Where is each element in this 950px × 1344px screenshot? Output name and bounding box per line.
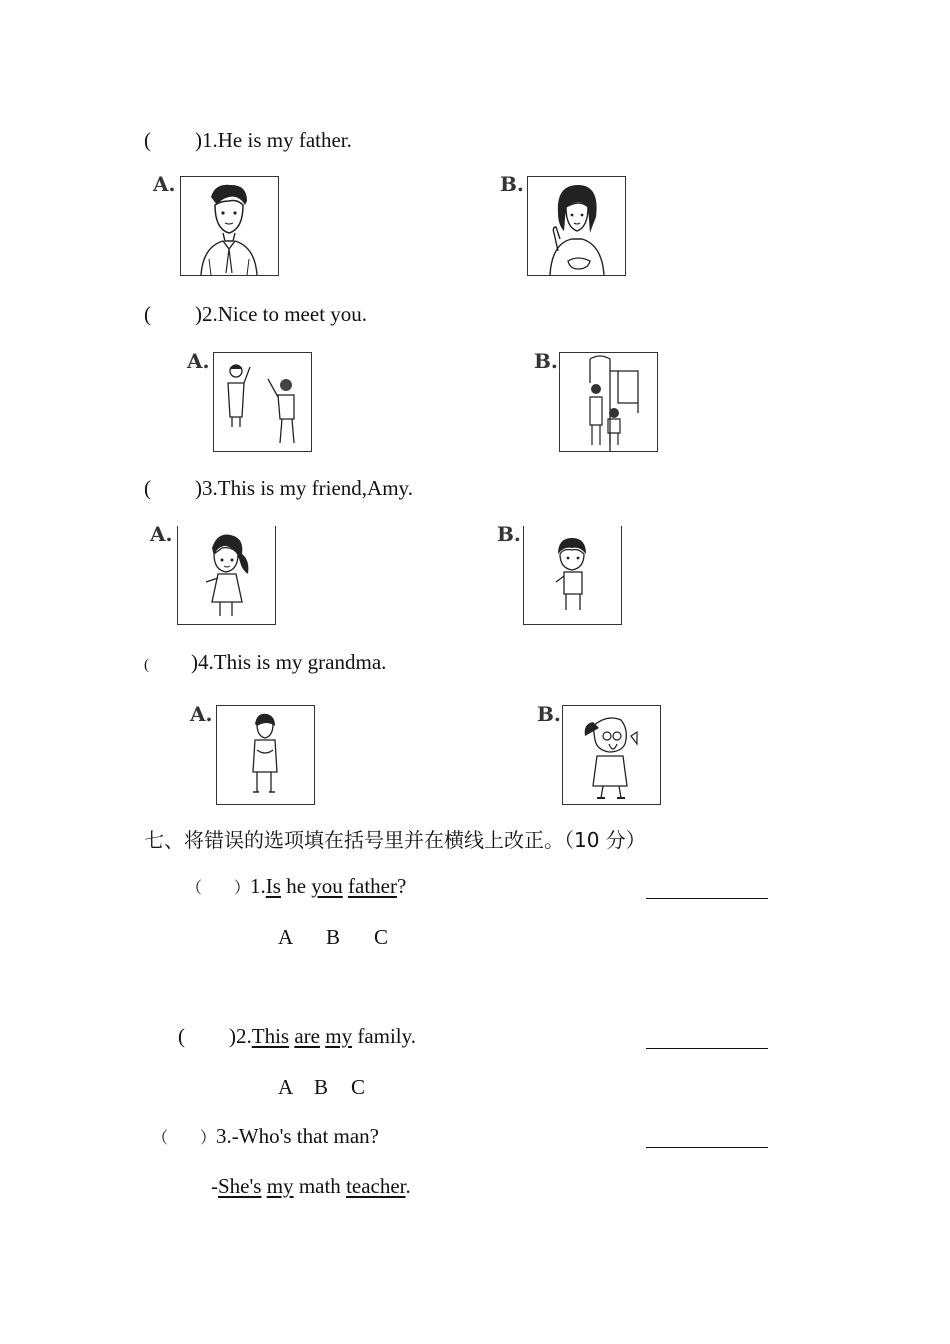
option-a-label: A. xyxy=(190,702,213,726)
option-c-word: my xyxy=(325,1024,353,1048)
option-a-label: A. xyxy=(150,522,173,546)
two-people-greeting-icon xyxy=(214,353,311,451)
option-b-label: B. xyxy=(537,702,561,726)
option-letter-c: C xyxy=(351,1075,366,1099)
error-question-2: ( )2.This are my family. xyxy=(178,1024,417,1048)
option-letter-a: A xyxy=(278,925,294,949)
old-man-with-glasses-icon xyxy=(563,706,660,804)
option-a-word: She's xyxy=(218,1174,262,1198)
question-4 xyxy=(144,650,386,675)
option-a-image xyxy=(213,352,312,452)
error-question-3 xyxy=(152,1124,379,1149)
question-text: )4.This is my grandma. xyxy=(191,650,387,674)
question-text: )1.He is my father. xyxy=(195,128,352,152)
question-text: )3.This is my friend,Amy. xyxy=(195,476,413,500)
option-a-word: This xyxy=(251,1024,290,1048)
option-b-image xyxy=(559,352,658,452)
answer-paren: ( xyxy=(144,128,151,152)
option-b-word: my xyxy=(266,1174,294,1198)
option-a-image xyxy=(216,705,315,805)
girl-with-ponytails-icon xyxy=(178,526,275,624)
correction-blank[interactable] xyxy=(646,1048,768,1049)
option-c-word: teacher xyxy=(346,1174,406,1198)
option-letter-c: C xyxy=(374,925,389,949)
option-c-word: father xyxy=(348,874,397,898)
woman-waving-icon xyxy=(528,177,625,275)
woman-standing-icon xyxy=(217,706,314,804)
question-text: )2.Nice to meet you. xyxy=(195,302,368,326)
man-with-tie-icon xyxy=(181,177,278,275)
people-at-doorway-icon xyxy=(560,353,657,451)
correction-blank[interactable] xyxy=(646,898,768,899)
question-1 xyxy=(144,128,352,153)
option-letter-b: B xyxy=(314,1075,329,1099)
option-b-image xyxy=(523,526,622,625)
error-question-1: （ ）1.Is he you father? xyxy=(186,874,407,898)
option-a-label: A. xyxy=(187,349,210,373)
answer-paren: ( xyxy=(144,476,151,500)
correction-blank[interactable] xyxy=(646,1147,768,1148)
option-b-image xyxy=(562,705,661,805)
option-letter-b: B xyxy=(326,925,341,949)
option-b-label: B. xyxy=(500,172,524,196)
boy-standing-icon xyxy=(524,526,621,624)
error-question-3-answer: -She's my math teacher. xyxy=(211,1174,411,1198)
option-b-label: B. xyxy=(534,349,558,373)
answer-paren: ( xyxy=(144,302,151,326)
option-letter-a: A xyxy=(278,1075,294,1099)
answer-paren: ( xyxy=(178,1024,185,1048)
answer-paren[interactable]: （ ） xyxy=(152,1128,217,1147)
answer-paren: ( xyxy=(144,657,149,673)
option-b-label: B. xyxy=(497,522,521,546)
option-a-image xyxy=(177,526,276,625)
option-a-label: A. xyxy=(153,172,176,196)
option-b-word: you xyxy=(311,874,343,898)
option-a-word: Is xyxy=(265,874,281,898)
question-3 xyxy=(144,476,413,501)
option-b-image xyxy=(527,176,626,276)
question-text: 3.-Who's that man? xyxy=(216,1124,380,1148)
section-7-heading: 七、将错误的选项填在括号里并在横线上改正。（10 分） xyxy=(144,828,646,852)
option-b-word: are xyxy=(294,1024,320,1048)
question-2 xyxy=(144,302,367,327)
answer-paren[interactable]: （ ） xyxy=(186,878,251,897)
option-a-image xyxy=(180,176,279,276)
